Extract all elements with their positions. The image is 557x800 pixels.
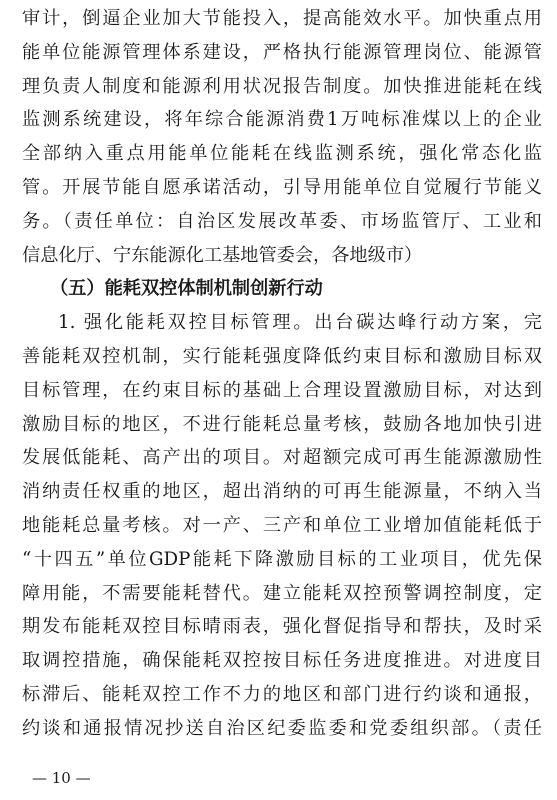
text-line: 信息化厅、宁东能源化工基地管委会，各地级市） — [22, 244, 423, 266]
text-line: 障用能，不需要能耗替代。建立能耗双控预警调控制度，定 — [22, 582, 542, 604]
text-line: 管。开展节能自愿承诺活动，引导用能单位自觉履行节能义 — [22, 176, 542, 198]
text-line: 地能耗总量考核。对一产、三产和单位工业增加值能耗低于 — [22, 514, 542, 536]
text-line: 发展低能耗、高产出的项目。对超额完成可再生能源激励性 — [22, 447, 542, 469]
text-line: 能单位能源管理体系建设，严格执行能源管理岗位、能源管 — [22, 41, 542, 63]
text-line: 全部纳入重点用能单位能耗在线监测系统，强化常态化监 — [22, 143, 542, 165]
text-line: 务。（责任单位：自治区发展改革委、市场监管厅、工业和 — [22, 210, 542, 232]
text-line: 审计，倒逼企业加大节能投入，提高能效水平。加快重点用 — [22, 8, 542, 29]
text-line: 监测系统建设，将年综合能源消费1万吨标准煤以上的企业 — [22, 109, 542, 131]
text-line: 取调控措施，确保能耗双控按目标任务进度推进。对进度目 — [22, 650, 542, 672]
section-heading: （五）能耗双控体制机制创新行动 — [50, 278, 323, 300]
text-line: 标滞后、能耗双控工作不力的地区和部门进行约谈和通报， — [22, 683, 542, 705]
text-line: 目标管理，在约束目标的基础上合理设置激励目标，对达到 — [22, 379, 542, 401]
text-line: “十四五”单位GDP能耗下降激励目标的工业项目，优先保 — [22, 548, 542, 570]
text-line: 激励目标的地区，不进行能耗总量考核，鼓励各地加快引进 — [22, 413, 542, 435]
text-line: 期发布能耗双控目标晴雨表，强化督促指导和帮扶，及时采 — [22, 616, 542, 638]
text-line: 理负责人制度和能源利用状况报告制度。加快推进能耗在线 — [22, 75, 542, 97]
text-line: 消纳责任权重的地区，超出消纳的可再生能源量，不纳入当 — [22, 481, 542, 503]
text-line: 善能耗双控机制，实行能耗强度降低约束目标和激励目标双 — [22, 345, 542, 367]
text-line: 1. 强化能耗双控目标管理。出台碳达峰行动方案，完 — [58, 312, 542, 334]
body-text — [22, 2, 542, 746]
text-line: 约谈和通报情况抄送自治区纪委监委和党委组织部。（责任 — [22, 717, 542, 739]
page-number: — 10 — — [32, 769, 91, 787]
